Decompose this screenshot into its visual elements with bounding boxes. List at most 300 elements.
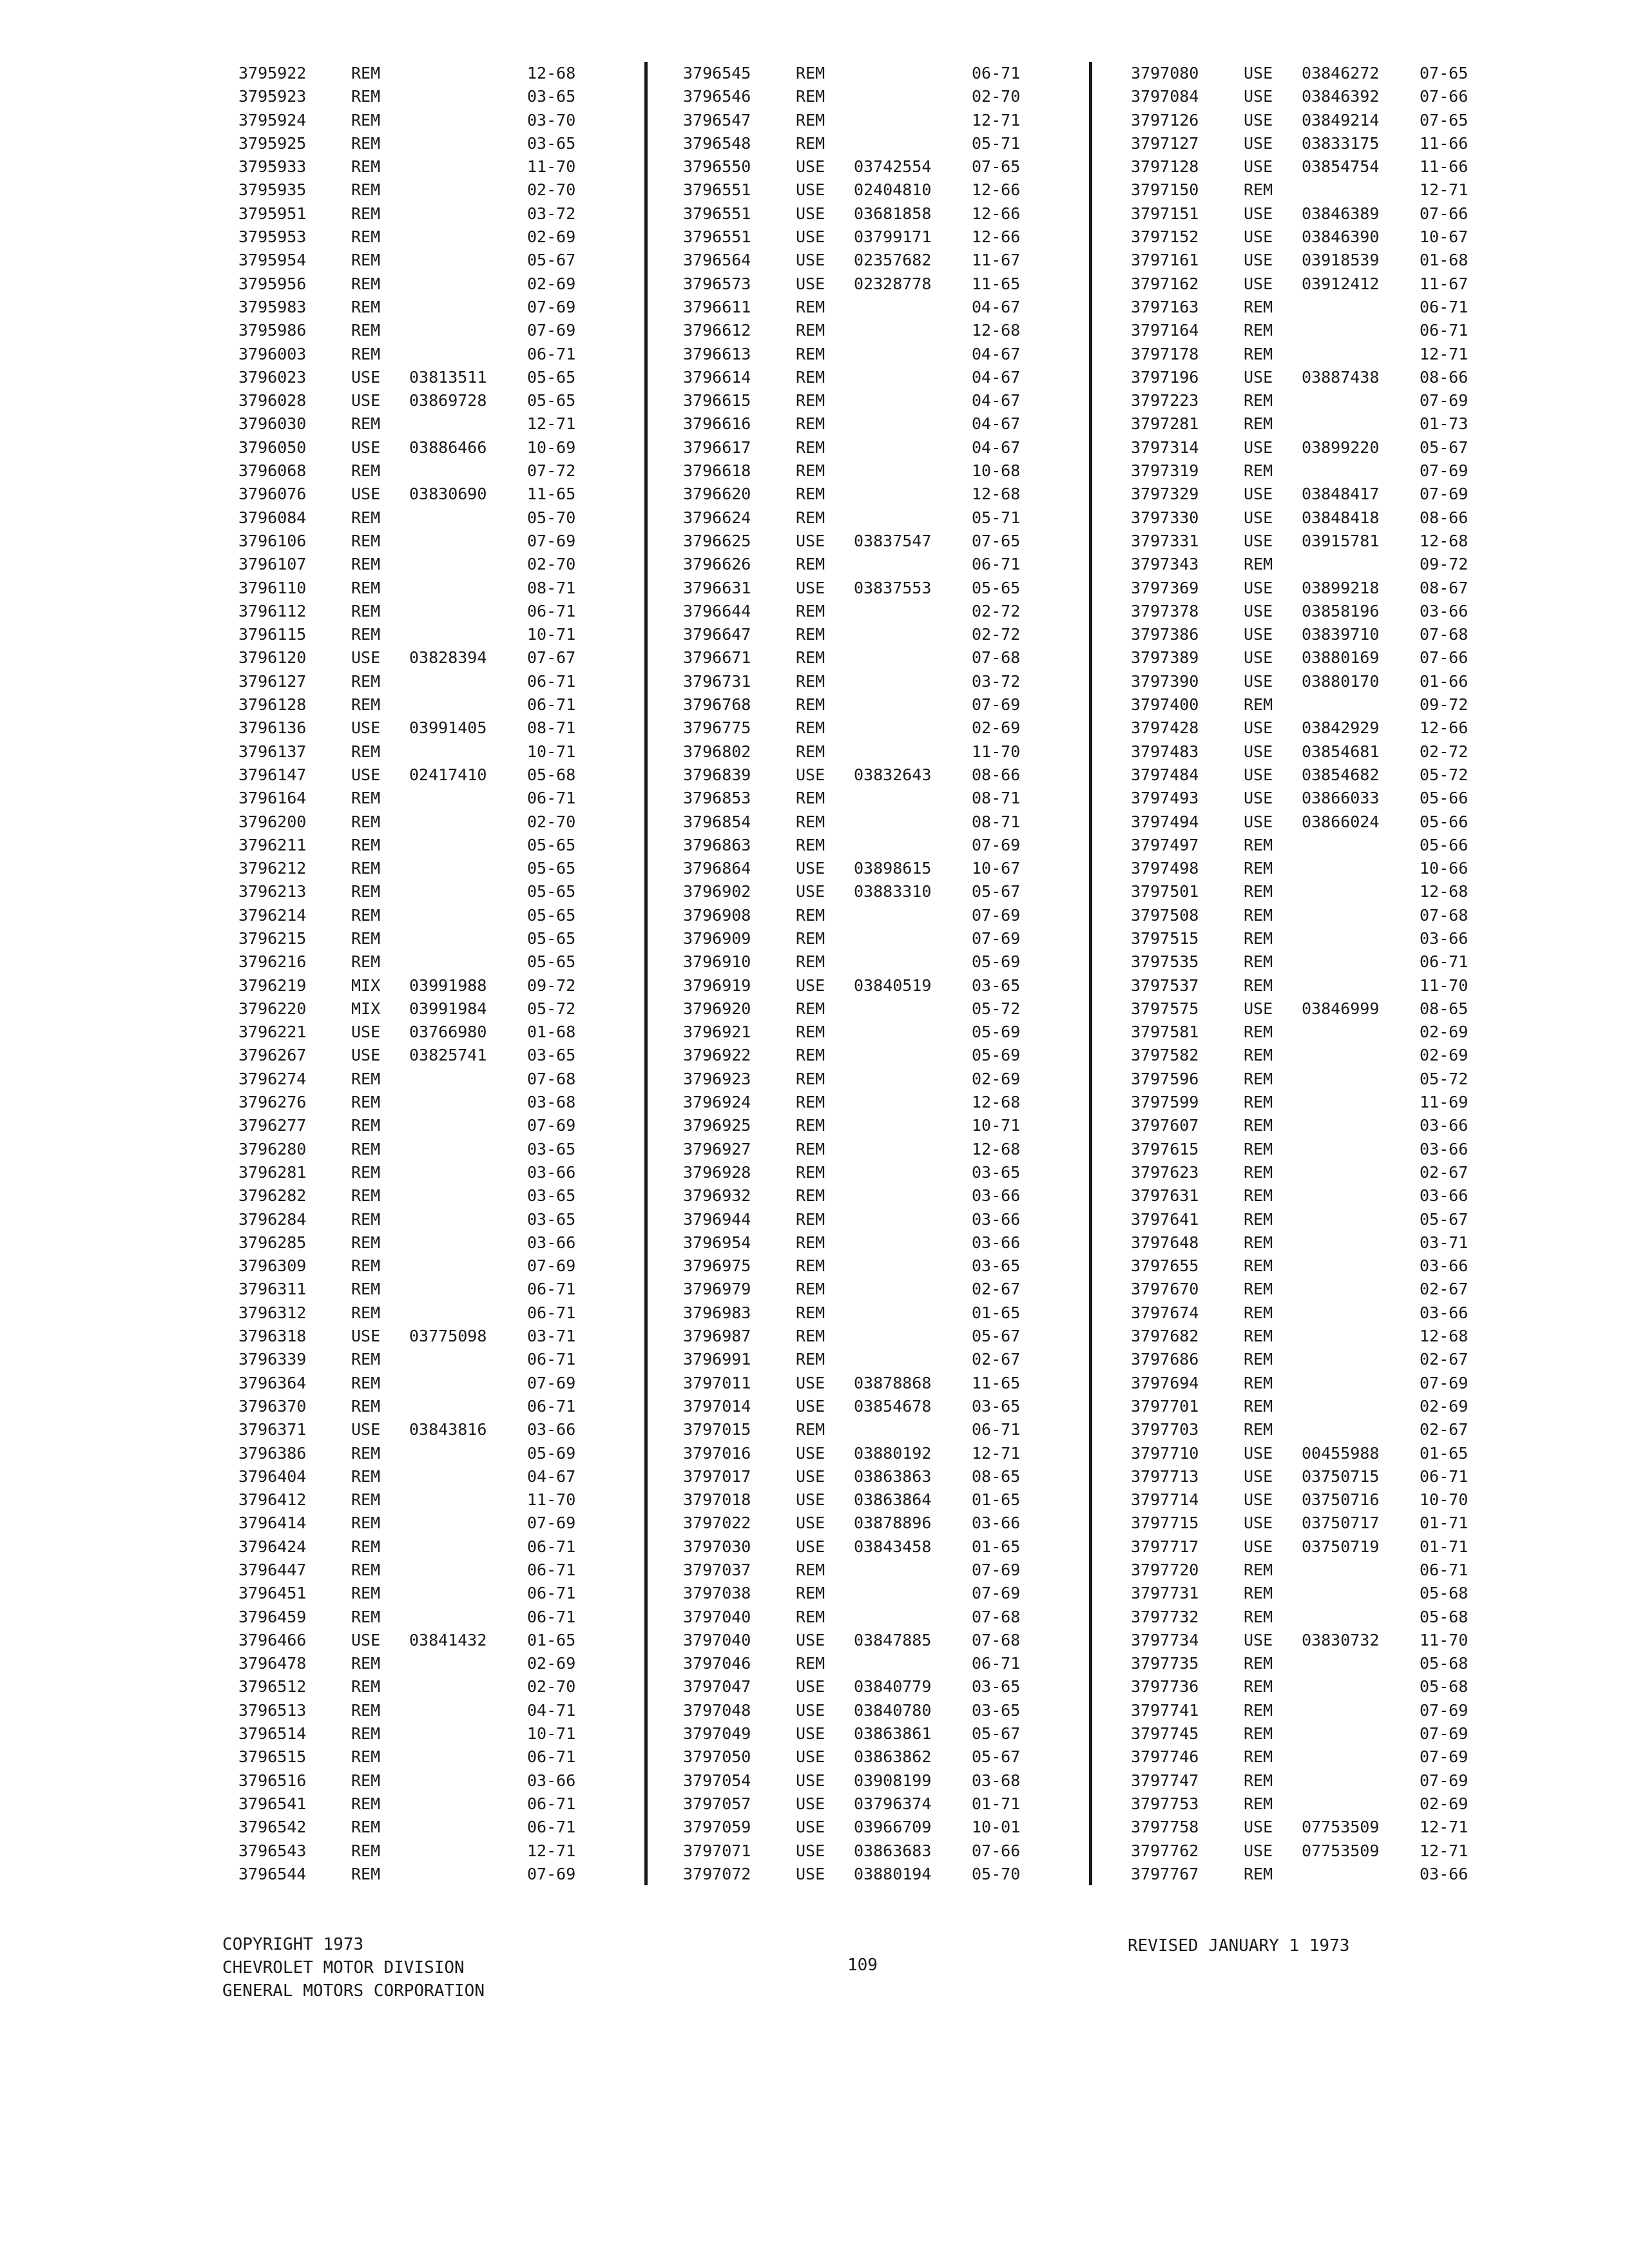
effective-date: 06-71 xyxy=(527,671,576,691)
copyright-text: COPYRIGHT 1973 xyxy=(222,1935,364,1954)
effective-date: 06-71 xyxy=(972,1654,1021,1673)
effective-date: 11-69 xyxy=(1420,1093,1469,1112)
part-number: 3795925 xyxy=(238,133,307,153)
action-code: REM xyxy=(1244,1093,1273,1112)
action-code: REM xyxy=(796,414,825,434)
part-number: 3796544 xyxy=(238,1864,307,1883)
effective-date: 05-67 xyxy=(972,1747,1021,1767)
effective-date: 02-69 xyxy=(1420,1396,1469,1416)
part-number: 3796545 xyxy=(683,64,751,82)
effective-date: 07-69 xyxy=(1420,461,1469,481)
action-code: REM xyxy=(796,601,825,620)
action-code: REM xyxy=(1244,882,1273,901)
action-code: REM xyxy=(351,227,381,247)
part-number: 3795922 xyxy=(238,64,307,82)
part-number: 3797314 xyxy=(1131,437,1199,457)
part-number: 3796478 xyxy=(238,1654,307,1673)
action-code: REM xyxy=(796,437,825,457)
effective-date: 04-67 xyxy=(972,437,1021,457)
effective-date: 12-66 xyxy=(972,204,1021,223)
action-code: REM xyxy=(351,321,381,340)
effective-date: 05-65 xyxy=(527,928,576,948)
replacement-part-number: 03880192 xyxy=(854,1443,932,1463)
part-number: 3796979 xyxy=(683,1280,751,1299)
action-code: USE xyxy=(351,1046,381,1065)
replacement-part-number: 03813511 xyxy=(409,367,487,387)
action-code: USE xyxy=(796,1396,825,1416)
effective-date: 02-69 xyxy=(1420,1794,1469,1813)
part-number: 3797641 xyxy=(1131,1209,1199,1229)
effective-date: 06-71 xyxy=(527,1280,576,1299)
effective-date: 07-72 xyxy=(527,461,576,481)
effective-date: 06-71 xyxy=(527,601,576,620)
action-code: REM xyxy=(796,905,825,925)
part-number: 3796112 xyxy=(238,601,307,620)
part-number: 3797164 xyxy=(1131,321,1199,340)
part-number: 3796768 xyxy=(683,695,751,715)
effective-date: 07-69 xyxy=(972,905,1021,925)
effective-date: 03-72 xyxy=(527,204,576,223)
part-number: 3797483 xyxy=(1131,742,1199,761)
part-number: 3797329 xyxy=(1131,485,1199,504)
page-number: 109 xyxy=(847,1956,878,1975)
replacement-part-number: 03908199 xyxy=(854,1771,932,1790)
part-number: 3797694 xyxy=(1131,1373,1199,1392)
part-number: 3797515 xyxy=(1131,928,1199,948)
part-number: 3795953 xyxy=(238,227,307,247)
action-code: MIX xyxy=(351,975,381,995)
effective-date: 07-69 xyxy=(1420,1747,1469,1767)
part-number: 3796023 xyxy=(238,367,307,387)
part-number: 3796128 xyxy=(238,695,307,715)
action-code: REM xyxy=(1244,1724,1273,1744)
effective-date: 03-65 xyxy=(527,1139,576,1158)
action-code: USE xyxy=(351,1630,381,1649)
effective-date: 05-68 xyxy=(1420,1584,1469,1603)
effective-date: 04-67 xyxy=(972,297,1021,316)
part-number: 3796164 xyxy=(238,789,307,808)
part-number: 3797390 xyxy=(1131,671,1199,691)
part-number: 3796274 xyxy=(238,1069,307,1088)
replacement-part-number: 03825741 xyxy=(409,1046,487,1065)
part-number: 3797734 xyxy=(1131,1630,1199,1649)
part-number: 3796386 xyxy=(238,1443,307,1463)
effective-date: 02-69 xyxy=(972,718,1021,738)
action-code: USE xyxy=(796,1818,825,1837)
action-code: REM xyxy=(351,859,381,878)
part-number: 3796451 xyxy=(238,1584,307,1603)
replacement-part-number: 03915781 xyxy=(1302,531,1380,550)
part-number: 3796928 xyxy=(683,1162,751,1182)
part-number: 3796219 xyxy=(238,975,307,995)
part-number: 3797720 xyxy=(1131,1561,1199,1579)
effective-date: 05-67 xyxy=(1420,1209,1469,1229)
replacement-part-number: 03854681 xyxy=(1302,742,1380,761)
action-code: USE xyxy=(796,975,825,995)
effective-date: 07-69 xyxy=(1420,1373,1469,1392)
effective-date: 07-68 xyxy=(527,1069,576,1088)
effective-date: 08-66 xyxy=(1420,367,1469,387)
action-code: USE xyxy=(1244,508,1273,527)
effective-date: 05-68 xyxy=(1420,1677,1469,1696)
action-code: REM xyxy=(351,204,381,223)
action-code: USE xyxy=(1244,157,1273,177)
part-number: 3796076 xyxy=(238,485,307,504)
effective-date: 03-65 xyxy=(527,87,576,106)
action-code: USE xyxy=(796,1841,825,1860)
action-code: REM xyxy=(1244,1677,1273,1696)
action-code: REM xyxy=(351,1093,381,1112)
part-number: 3797049 xyxy=(683,1724,751,1744)
effective-date: 04-67 xyxy=(972,414,1021,434)
effective-date: 07-68 xyxy=(1420,905,1469,925)
action-code: REM xyxy=(1244,1116,1273,1135)
effective-date: 06-71 xyxy=(527,1747,576,1767)
action-code: USE xyxy=(1244,204,1273,223)
effective-date: 02-70 xyxy=(527,812,576,831)
part-number: 3796611 xyxy=(683,297,751,316)
part-number: 3796617 xyxy=(683,437,751,457)
effective-date: 07-69 xyxy=(1420,1700,1469,1720)
effective-date: 05-69 xyxy=(972,1023,1021,1042)
action-code: USE xyxy=(1244,671,1273,691)
action-code: REM xyxy=(351,905,381,925)
part-number: 3797670 xyxy=(1131,1280,1199,1299)
part-number: 3797731 xyxy=(1131,1584,1199,1603)
part-number: 3797071 xyxy=(683,1841,751,1860)
part-number: 3797128 xyxy=(1131,157,1199,177)
part-number: 3797048 xyxy=(683,1700,751,1720)
part-number: 3796120 xyxy=(238,648,307,668)
part-number: 3797057 xyxy=(683,1794,751,1813)
action-code: REM xyxy=(351,1373,381,1392)
action-code: USE xyxy=(351,648,381,668)
action-code: USE xyxy=(796,227,825,247)
part-number: 3796919 xyxy=(683,975,751,995)
replacement-part-number: 03846999 xyxy=(1302,999,1380,1018)
effective-date: 12-71 xyxy=(1420,344,1469,363)
effective-date: 07-69 xyxy=(972,928,1021,948)
effective-date: 03-66 xyxy=(1420,1303,1469,1322)
action-code: REM xyxy=(1244,1584,1273,1603)
effective-date: 10-68 xyxy=(972,461,1021,481)
action-code: USE xyxy=(796,1771,825,1790)
effective-date: 08-71 xyxy=(972,789,1021,808)
action-code: REM xyxy=(1244,1747,1273,1767)
replacement-part-number: 03842929 xyxy=(1302,718,1380,738)
action-code: REM xyxy=(351,1186,381,1206)
action-code: REM xyxy=(351,1514,381,1533)
effective-date: 01-65 xyxy=(972,1490,1021,1510)
effective-date: 03-65 xyxy=(972,1162,1021,1182)
part-number: 3797011 xyxy=(683,1373,751,1392)
effective-date: 07-69 xyxy=(527,531,576,550)
action-code: USE xyxy=(351,1420,381,1439)
part-number: 3797703 xyxy=(1131,1420,1199,1439)
part-number: 3797016 xyxy=(683,1443,751,1463)
part-number: 3797040 xyxy=(683,1630,751,1649)
part-number: 3797163 xyxy=(1131,297,1199,316)
part-number: 3796216 xyxy=(238,952,307,972)
action-code: REM xyxy=(796,695,825,715)
part-number: 3796515 xyxy=(238,1747,307,1767)
action-code: REM xyxy=(351,1584,381,1603)
part-number: 3797017 xyxy=(683,1466,751,1486)
action-code: REM xyxy=(1244,975,1273,995)
part-number: 3796551 xyxy=(683,227,751,247)
part-number: 3796414 xyxy=(238,1514,307,1533)
part-number: 3796312 xyxy=(238,1303,307,1322)
part-number: 3796221 xyxy=(238,1023,307,1042)
effective-date: 05-71 xyxy=(972,133,1021,153)
part-number: 3796548 xyxy=(683,133,751,153)
action-code: REM xyxy=(1244,1023,1273,1042)
replacement-part-number: 03991984 xyxy=(409,999,487,1018)
action-code: REM xyxy=(351,1561,381,1579)
action-code: REM xyxy=(351,952,381,972)
effective-date: 11-65 xyxy=(527,485,576,504)
part-number: 3796547 xyxy=(683,110,751,130)
effective-date: 07-68 xyxy=(972,1607,1021,1626)
effective-date: 08-71 xyxy=(527,718,576,738)
action-code: USE xyxy=(796,1537,825,1556)
effective-date: 07-68 xyxy=(972,1630,1021,1649)
replacement-part-number: 03750716 xyxy=(1302,1490,1380,1510)
part-number: 3796925 xyxy=(683,1116,751,1135)
effective-date: 01-71 xyxy=(1420,1514,1469,1533)
effective-date: 06-71 xyxy=(1420,321,1469,340)
action-code: REM xyxy=(351,1724,381,1744)
effective-date: 05-65 xyxy=(527,905,576,925)
effective-date: 12-68 xyxy=(1420,882,1469,901)
replacement-part-number: 03837553 xyxy=(854,578,932,597)
effective-date: 06-71 xyxy=(527,1537,576,1556)
effective-date: 02-67 xyxy=(1420,1280,1469,1299)
action-code: USE xyxy=(351,437,381,457)
effective-date: 05-71 xyxy=(972,508,1021,527)
part-number: 3796212 xyxy=(238,859,307,878)
part-number: 3797715 xyxy=(1131,1514,1199,1533)
part-number: 3797484 xyxy=(1131,765,1199,784)
action-code: REM xyxy=(351,1841,381,1860)
action-code: REM xyxy=(351,578,381,597)
part-number: 3796922 xyxy=(683,1046,751,1065)
effective-date: 11-67 xyxy=(972,251,1021,270)
action-code: USE xyxy=(796,1466,825,1486)
effective-date: 10-67 xyxy=(972,859,1021,878)
replacement-part-number: 07753509 xyxy=(1302,1841,1380,1860)
action-code: USE xyxy=(1244,1466,1273,1486)
part-number: 3796284 xyxy=(238,1209,307,1229)
action-code: REM xyxy=(1244,1209,1273,1229)
action-code: REM xyxy=(351,274,381,293)
part-number: 3796626 xyxy=(683,555,751,574)
effective-date: 05-69 xyxy=(972,1046,1021,1065)
part-number: 3797281 xyxy=(1131,414,1199,434)
part-number: 3797741 xyxy=(1131,1700,1199,1720)
effective-date: 07-69 xyxy=(527,321,576,340)
action-code: USE xyxy=(1244,718,1273,738)
effective-date: 07-69 xyxy=(1420,1771,1469,1790)
action-code: USE xyxy=(796,765,825,784)
effective-date: 11-70 xyxy=(1420,1630,1469,1649)
effective-date: 03-65 xyxy=(972,1396,1021,1416)
action-code: USE xyxy=(1244,578,1273,597)
replacement-part-number: 03991988 xyxy=(409,975,487,995)
replacement-part-number: 03918539 xyxy=(1302,251,1380,270)
action-code: REM xyxy=(351,1747,381,1767)
action-code: USE xyxy=(796,1514,825,1533)
part-number: 3797047 xyxy=(683,1677,751,1696)
action-code: USE xyxy=(351,718,381,738)
action-code: REM xyxy=(351,64,381,82)
replacement-part-number: 03880170 xyxy=(1302,671,1380,691)
part-number: 3796136 xyxy=(238,718,307,738)
effective-date: 04-67 xyxy=(527,1466,576,1486)
part-number: 3797498 xyxy=(1131,859,1199,878)
action-code: REM xyxy=(351,251,381,270)
part-number: 3796625 xyxy=(683,531,751,550)
replacement-part-number: 03843816 xyxy=(409,1420,487,1439)
effective-date: 10-67 xyxy=(1420,227,1469,247)
part-number: 3796564 xyxy=(683,251,751,270)
part-number: 3796543 xyxy=(238,1841,307,1860)
effective-date: 12-68 xyxy=(972,321,1021,340)
effective-date: 03-66 xyxy=(1420,1256,1469,1276)
effective-date: 07-69 xyxy=(527,1514,576,1533)
action-code: REM xyxy=(796,1350,825,1369)
action-code: REM xyxy=(1244,1771,1273,1790)
effective-date: 07-65 xyxy=(1420,64,1469,82)
replacement-part-number: 03899218 xyxy=(1302,578,1380,597)
part-number: 3795983 xyxy=(238,297,307,316)
effective-date: 05-68 xyxy=(1420,1654,1469,1673)
effective-date: 12-71 xyxy=(1420,180,1469,200)
part-number: 3797196 xyxy=(1131,367,1199,387)
effective-date: 02-69 xyxy=(527,227,576,247)
part-number: 3796371 xyxy=(238,1420,307,1439)
part-number: 3797732 xyxy=(1131,1607,1199,1626)
effective-date: 02-67 xyxy=(972,1280,1021,1299)
replacement-part-number: 03799171 xyxy=(854,227,932,247)
replacement-part-number: 03846389 xyxy=(1302,204,1380,223)
effective-date: 02-69 xyxy=(1420,1023,1469,1042)
action-code: REM xyxy=(1244,391,1273,410)
part-number: 3797762 xyxy=(1131,1841,1199,1860)
effective-date: 11-67 xyxy=(1420,274,1469,293)
part-number: 3796282 xyxy=(238,1186,307,1206)
effective-date: 01-73 xyxy=(1420,414,1469,434)
replacement-part-number: 03863863 xyxy=(854,1466,932,1486)
replacement-part-number: 03883310 xyxy=(854,882,932,901)
effective-date: 10-01 xyxy=(972,1818,1021,1837)
action-code: REM xyxy=(796,321,825,340)
part-number: 3796220 xyxy=(238,999,307,1018)
effective-date: 05-65 xyxy=(527,882,576,901)
action-code: REM xyxy=(351,1537,381,1556)
effective-date: 03-65 xyxy=(972,975,1021,995)
action-code: USE xyxy=(1244,648,1273,668)
part-number: 3797038 xyxy=(683,1584,751,1603)
replacement-part-number: 03854754 xyxy=(1302,157,1380,177)
part-number: 3796516 xyxy=(238,1771,307,1790)
action-code: REM xyxy=(796,718,825,738)
action-code: USE xyxy=(796,274,825,293)
action-code: REM xyxy=(1244,180,1273,200)
effective-date: 03-66 xyxy=(972,1233,1021,1252)
action-code: REM xyxy=(1244,1139,1273,1158)
part-number: 3797537 xyxy=(1131,975,1199,995)
action-code: REM xyxy=(796,952,825,972)
action-code: REM xyxy=(796,64,825,82)
effective-date: 10-69 xyxy=(527,437,576,457)
effective-date: 10-71 xyxy=(527,1724,576,1744)
action-code: REM xyxy=(351,742,381,761)
effective-date: 07-65 xyxy=(972,531,1021,550)
action-code: USE xyxy=(1244,64,1273,82)
action-code: USE xyxy=(1244,1514,1273,1533)
effective-date: 01-65 xyxy=(527,1630,576,1649)
corporation-text: GENERAL MOTORS CORPORATION xyxy=(222,1981,485,2001)
part-number: 3796215 xyxy=(238,928,307,948)
action-code: REM xyxy=(796,1607,825,1626)
effective-date: 02-69 xyxy=(527,274,576,293)
part-number: 3796731 xyxy=(683,671,751,691)
effective-date: 03-65 xyxy=(527,1186,576,1206)
effective-date: 03-66 xyxy=(527,1771,576,1790)
part-number: 3796613 xyxy=(683,344,751,363)
replacement-part-number: 03878896 xyxy=(854,1514,932,1533)
part-number: 3796573 xyxy=(683,274,751,293)
effective-date: 06-71 xyxy=(527,1396,576,1416)
action-code: REM xyxy=(1244,1186,1273,1206)
effective-date: 06-71 xyxy=(972,1420,1021,1439)
replacement-part-number: 03899220 xyxy=(1302,437,1380,457)
action-code: USE xyxy=(796,180,825,200)
action-code: USE xyxy=(351,1023,381,1042)
part-number: 3797386 xyxy=(1131,625,1199,644)
replacement-part-number: 03880194 xyxy=(854,1864,932,1883)
action-code: USE xyxy=(796,531,825,550)
part-number: 3797050 xyxy=(683,1747,751,1767)
action-code: REM xyxy=(796,928,825,948)
action-code: REM xyxy=(1244,835,1273,854)
action-code: REM xyxy=(351,1654,381,1673)
action-code: REM xyxy=(351,180,381,200)
effective-date: 01-65 xyxy=(972,1537,1021,1556)
part-number: 3796276 xyxy=(238,1093,307,1112)
effective-date: 06-71 xyxy=(1420,952,1469,972)
replacement-part-number: 00455988 xyxy=(1302,1443,1380,1463)
effective-date: 11-66 xyxy=(1420,133,1469,153)
part-number: 3796281 xyxy=(238,1162,307,1182)
part-number: 3795933 xyxy=(238,157,307,177)
action-code: USE xyxy=(1244,437,1273,457)
effective-date: 07-65 xyxy=(972,157,1021,177)
action-code: REM xyxy=(351,1209,381,1229)
action-code: USE xyxy=(1244,999,1273,1018)
effective-date: 01-71 xyxy=(1420,1537,1469,1556)
action-code: REM xyxy=(351,882,381,901)
effective-date: 08-66 xyxy=(972,765,1021,784)
effective-date: 09-72 xyxy=(1420,555,1469,574)
effective-date: 05-72 xyxy=(527,999,576,1018)
effective-date: 10-71 xyxy=(527,625,576,644)
effective-date: 05-67 xyxy=(527,251,576,270)
part-number: 3796954 xyxy=(683,1233,751,1252)
replacement-part-number: 03866033 xyxy=(1302,789,1380,808)
effective-date: 03-65 xyxy=(527,1046,576,1065)
